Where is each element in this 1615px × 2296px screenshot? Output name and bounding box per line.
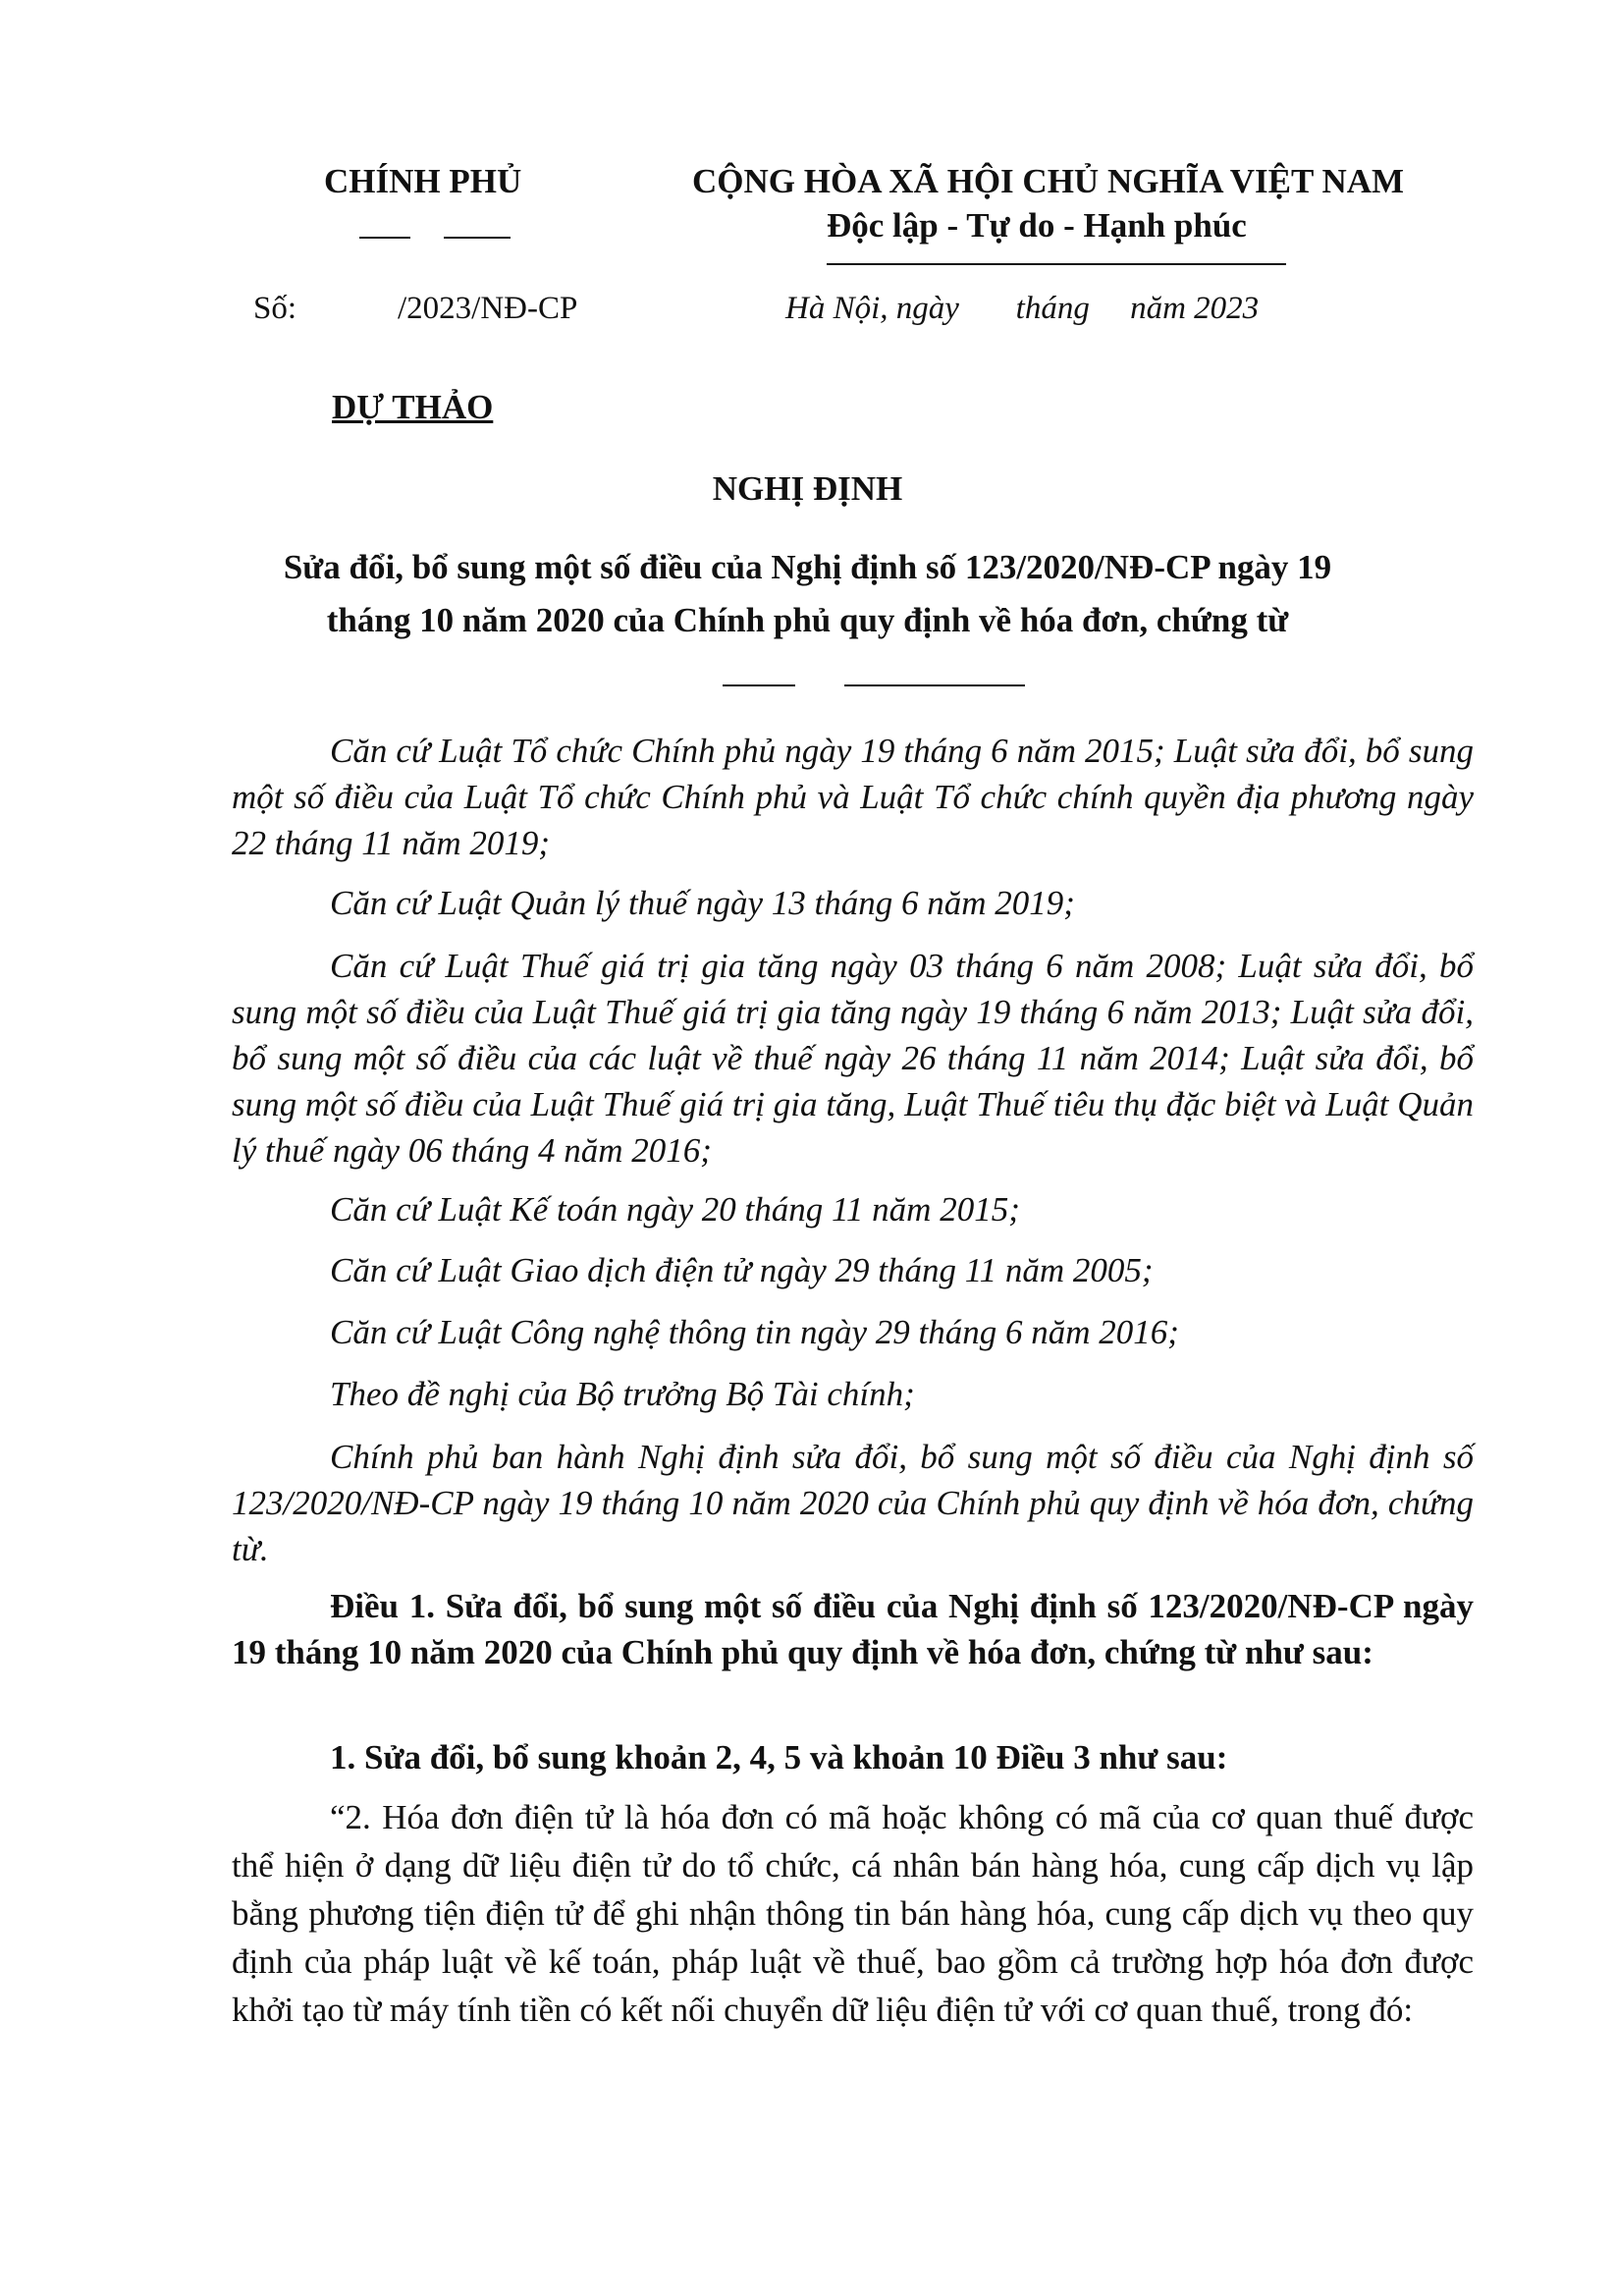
article-1-clause-1-body: “2. Hóa đơn điện tử là hóa đơn có mã hoặc không có mã của cơ quan thuế được thể hiện ở dạng dữ liệu điện tử do tổ chức, cá nhân bán hàng hóa, cung cấp dịch vụ lập bằng phương tiện điện tử để ghi nhận thông tin bán hàng hóa, cung cấp dịch vụ theo quy định của pháp luật về kế toán, pháp luật về thuế, bao gồm cả trường hợp hóa đơn được khởi tạo từ máy tính tiền có kết nối chuyển dữ liệu điện tử với cơ quan thuế, trong đó: <box>232 1798 1474 2029</box>
preamble-basis-it-law: Căn cứ Luật Công nghệ thông tin ngày 29 tháng 6 năm 2016; <box>330 1313 1179 1351</box>
motto-underline <box>827 263 1286 265</box>
document-subtitle-line-2: tháng 10 năm 2020 của Chính phủ quy định về hóa đơn, chứng từ <box>326 601 1289 639</box>
article-1-heading: Điều 1. Sửa đổi, bổ sung một số điều của Nghị định số 123/2020/NĐ-CP ngày 19 tháng 10 năm 2020 của Chính phủ quy định về hóa đơn, chứng từ như sau: <box>232 1587 1474 1671</box>
place-and-date: Hà Nội, ngày tháng năm 2023 <box>785 291 1260 326</box>
preamble-basis-accounting-law: Căn cứ Luật Kế toán ngày 20 tháng 11 năm 2015; <box>330 1190 1020 1229</box>
country-name: CỘNG HÒA XÃ HỘI CHỦ NGHĨA VIỆT NAM <box>692 162 1405 200</box>
preamble-basis-e-transaction-law: Căn cứ Luật Giao dịch điện tử ngày 29 tháng 11 năm 2005; <box>330 1251 1154 1289</box>
document-number-label: Số: <box>253 291 297 326</box>
national-motto: Độc lập - Tự do - Hạnh phúc <box>827 206 1247 245</box>
agency-underline-left <box>359 237 410 239</box>
document-number: /2023/NĐ-CP <box>398 291 578 326</box>
draft-label: DỰ THẢO <box>332 388 494 426</box>
preamble-basis-government-law: Căn cứ Luật Tổ chức Chính phủ ngày 19 tháng 6 năm 2015; Luật sửa đổi, bổ sung một số điều của Luật Tổ chức Chính phủ và Luật Tổ chức chính quyền địa phương ngày 22 tháng 11 năm 2019; <box>232 732 1474 862</box>
preamble-basis-vat-law: Căn cứ Luật Thuế giá trị gia tăng ngày 03 tháng 6 năm 2008; Luật sửa đổi, bổ sung một số điều của Luật Thuế giá trị gia tăng ngày 19 tháng 6 năm 2013; Luật sửa đổi, bổ sung một số điều của các luật về thuế ngày 26 tháng 11 năm 2014; Luật sửa đổi, bổ sung một số điều của Luật Thuế giá trị gia tăng, Luật Thuế tiêu thụ đặc biệt và Luật Quản lý thuế ngày 06 tháng 4 năm 2016; <box>232 947 1474 1170</box>
title-separator-left <box>723 684 795 686</box>
preamble-basis-tax-administration-law: Căn cứ Luật Quản lý thuế ngày 13 tháng 6 năm 2019; <box>330 884 1075 922</box>
preamble-proposal: Theo đề nghị của Bộ trưởng Bộ Tài chính; <box>330 1375 915 1413</box>
document-type: NGHỊ ĐỊNH <box>712 469 903 508</box>
article-1-clause-1: 1. Sửa đổi, bổ sung khoản 2, 4, 5 và khoản 10 Điều 3 như sau: <box>330 1738 1228 1777</box>
title-separator-right <box>844 684 1025 686</box>
issuing-agency: CHÍNH PHỦ <box>324 162 522 200</box>
preamble-enactment: Chính phủ ban hành Nghị định sửa đổi, bổ sung một số điều của Nghị định số 123/2020/NĐ-CP ngày 19 tháng 10 năm 2020 của Chính phủ quy định về hóa đơn, chứng từ. <box>232 1438 1474 1568</box>
agency-underline-right <box>444 237 511 239</box>
document-subtitle-line-1: Sửa đổi, bổ sung một số điều của Nghị định số 123/2020/NĐ-CP ngày 19 <box>283 548 1332 586</box>
